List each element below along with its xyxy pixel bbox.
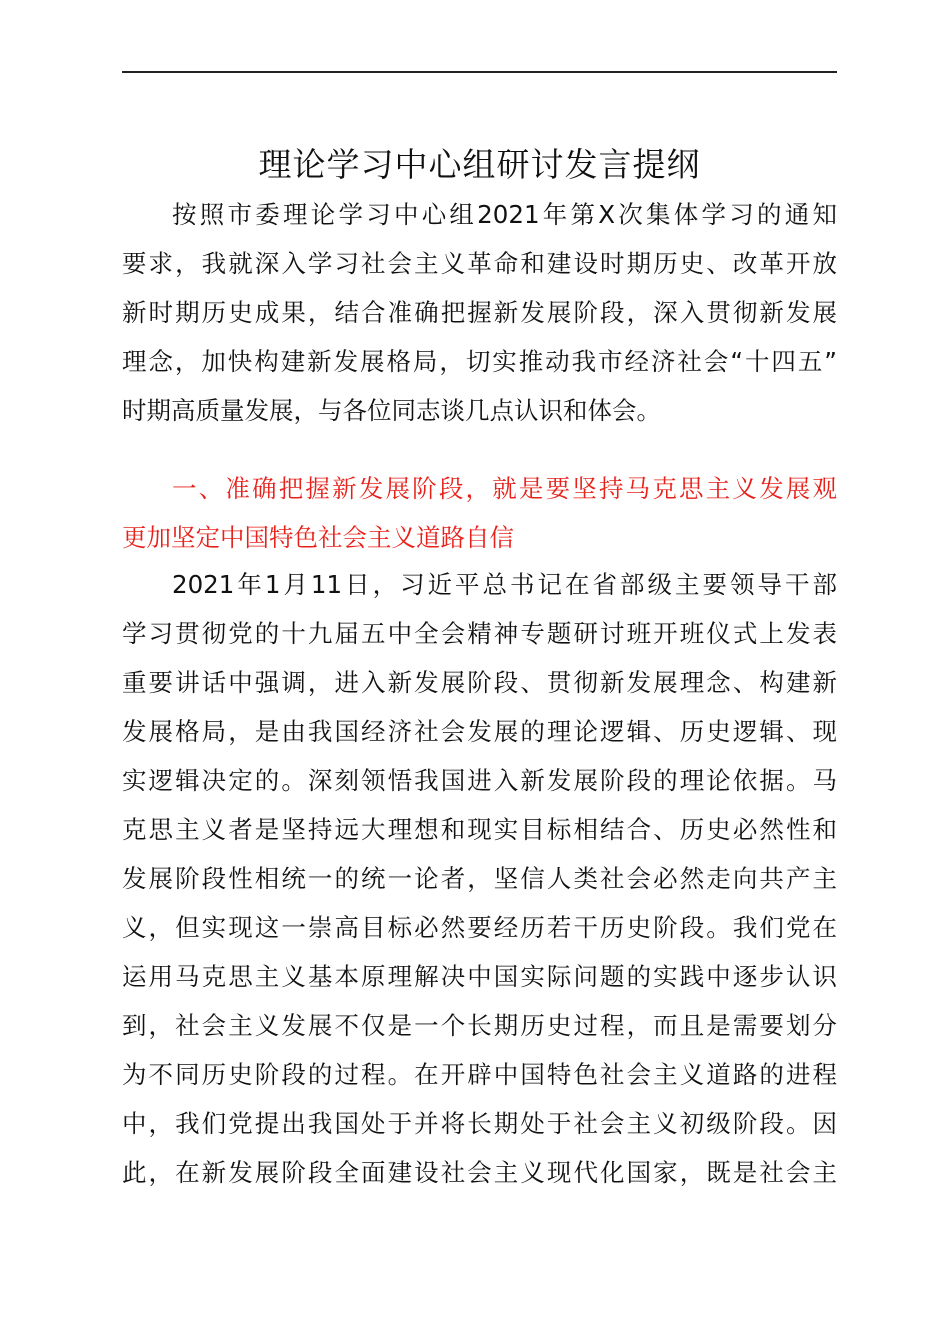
text-line: 重要讲话中强调，进入新发展阶段、贯彻新发展理念、构建新 [122,668,837,697]
header-rule [122,71,837,73]
intro-paragraph [122,190,837,435]
text-line: 克思主义者是坚持远大理想和现实目标相结合、历史必然性和 [122,815,837,844]
text-line: 学习贯彻党的十九届五中全会精神专题研讨班开班仪式上发表 [122,619,837,648]
text-line: 中，我们党提出我国处于并将长期处于社会主义初级阶段。因 [122,1109,837,1138]
text-line: 发展阶段性相统一的统一论者，坚信人类社会必然走向共产主 [122,864,837,893]
text-line: 要求，我就深入学习社会主义革命和建设时期历史、改革开放 [122,249,837,278]
section-heading-1 [122,464,837,562]
body-paragraph-1 [122,560,837,1197]
text-line: 新时期历史成果，结合准确把握新发展阶段，深入贯彻新发展 [122,298,837,327]
text-line: 2021年1月11日，习近平总书记在省部级主要领导干部 [172,570,837,599]
text-line: 到，社会主义发展不仅是一个长期历史过程，而且是需要划分 [122,1011,837,1040]
heading-line: 一、准确把握新发展阶段，就是要坚持马克思主义发展观 [172,474,837,503]
text-line: 时期高质量发展，与各位同志谈几点认识和体会。 [122,396,661,425]
heading-line: 更加坚定中国特色社会主义道路自信 [122,523,514,552]
text-line: 为不同历史阶段的过程。在开辟中国特色社会主义道路的进程 [122,1060,837,1089]
text-line: 实逻辑决定的。深刻领悟我国进入新发展阶段的理论依据。马 [122,766,837,795]
text-line: 按照市委理论学习中心组2021年第X次集体学习的通知 [172,200,837,229]
text-line: 发展格局，是由我国经济社会发展的理论逻辑、历史逻辑、现 [122,717,837,746]
text-line: 运用马克思主义基本原理解决中国实际问题的实践中逐步认识 [122,962,837,991]
text-line: 此，在新发展阶段全面建设社会主义现代化国家，既是社会主 [122,1158,837,1187]
document-title: 理论学习中心组研讨发言提纲 [258,145,701,184]
text-line: 理念，加快构建新发展格局，切实推动我市经济社会“十四五” [122,347,837,376]
text-line: 义，但实现这一崇高目标必然要经历若干历史阶段。我们党在 [122,913,837,942]
